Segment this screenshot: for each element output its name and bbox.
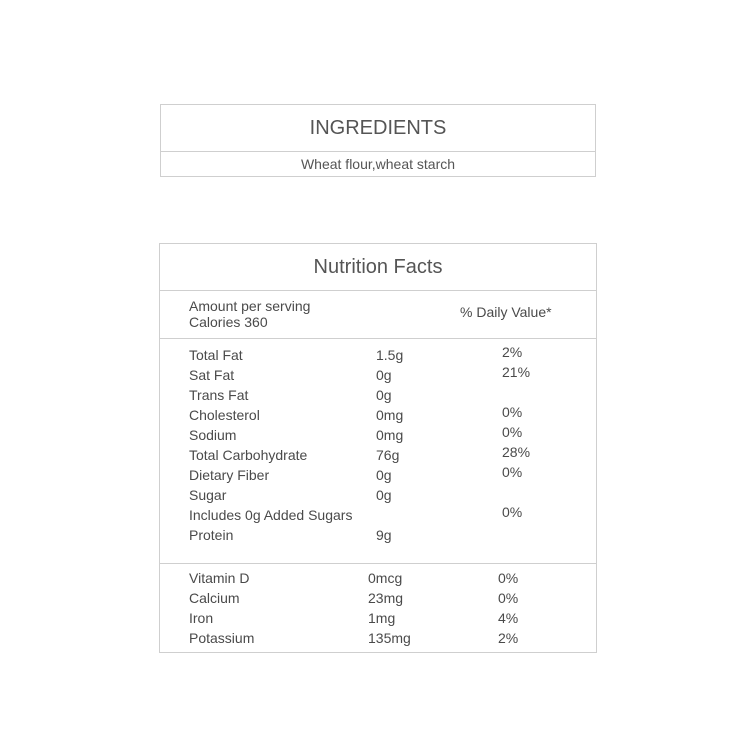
nutrient-name: Sugar: [189, 487, 227, 503]
nutrition-facts-panel: [159, 243, 597, 653]
nutrient-amount: 1.5g: [376, 347, 404, 363]
nutrient-amount: 9g: [376, 527, 392, 543]
vitamin-row: [160, 568, 596, 588]
nutrient-name: Sodium: [189, 427, 237, 443]
nutrient-name: Trans Fat: [189, 387, 249, 403]
nutrient-row: [160, 465, 596, 485]
calories-label: Calories 360: [189, 314, 268, 330]
nutrient-name: Cholesterol: [189, 407, 260, 423]
vitamins-section: [160, 564, 596, 652]
nutrient-name: Sat Fat: [189, 367, 235, 383]
nutrient-amount: 76g: [376, 447, 400, 463]
vitamin-amount: 135mg: [368, 630, 411, 646]
vitamin-amount: 0mcg: [368, 570, 403, 586]
nutrient-row: [160, 525, 596, 545]
nutrient-daily-value: 0%: [502, 424, 523, 440]
nutrient-row: [160, 385, 596, 405]
vitamin-name: Iron: [189, 610, 214, 626]
vitamin-row: [160, 628, 596, 648]
nutrient-daily-value: 28%: [502, 444, 531, 460]
vitamin-daily-value: 2%: [498, 630, 519, 646]
nutrient-amount: 0g: [376, 467, 392, 483]
serving-info: [160, 291, 596, 339]
nutrient-daily-value: 0%: [502, 504, 523, 520]
nutrient-name: Dietary Fiber: [189, 467, 270, 483]
vitamin-daily-value: 4%: [498, 610, 519, 626]
nutrients-section: [160, 339, 596, 564]
ingredients-title: INGREDIENTS: [161, 105, 595, 152]
ingredients-panel: [160, 104, 596, 177]
vitamin-amount: 23mg: [368, 590, 404, 606]
vitamin-daily-value: 0%: [498, 570, 519, 586]
vitamin-row: [160, 588, 596, 608]
nutrient-amount: 0g: [376, 487, 392, 503]
nutrient-name: Total Carbohydrate: [189, 447, 308, 463]
nutrient-daily-value: 0%: [502, 464, 523, 480]
nutrient-row: [160, 445, 596, 465]
nutrient-row: [160, 345, 596, 365]
nutrient-row: [160, 505, 596, 525]
nutrient-row: [160, 365, 596, 385]
nutrient-row: [160, 425, 596, 445]
nutrient-daily-value: 0%: [502, 404, 523, 420]
nutrient-name: Total Fat: [189, 347, 243, 363]
nutrient-amount: 0mg: [376, 427, 404, 443]
vitamin-daily-value: 0%: [498, 590, 519, 606]
vitamin-name: Calcium: [189, 590, 240, 606]
nutrient-name: Includes 0g Added Sugars: [189, 507, 353, 523]
vitamin-name: Vitamin D: [189, 570, 250, 586]
vitamin-amount: 1mg: [368, 610, 396, 626]
nutrient-row: [160, 405, 596, 425]
daily-value-header: % Daily Value*: [460, 304, 552, 320]
nutrient-row: [160, 485, 596, 505]
nutrition-title: Nutrition Facts: [160, 244, 596, 291]
vitamin-name: Potassium: [189, 630, 255, 646]
ingredients-text: Wheat flour,wheat starch: [300, 156, 456, 172]
nutrient-daily-value: 2%: [502, 344, 523, 360]
amount-per-serving-label: Amount per serving: [189, 298, 311, 314]
nutrient-name: Protein: [189, 527, 234, 543]
nutrient-amount: 0mg: [376, 407, 404, 423]
nutrient-amount: 0g: [376, 387, 392, 403]
vitamin-row: [160, 608, 596, 628]
nutrient-amount: 0g: [376, 367, 392, 383]
nutrient-daily-value: 21%: [502, 364, 531, 380]
